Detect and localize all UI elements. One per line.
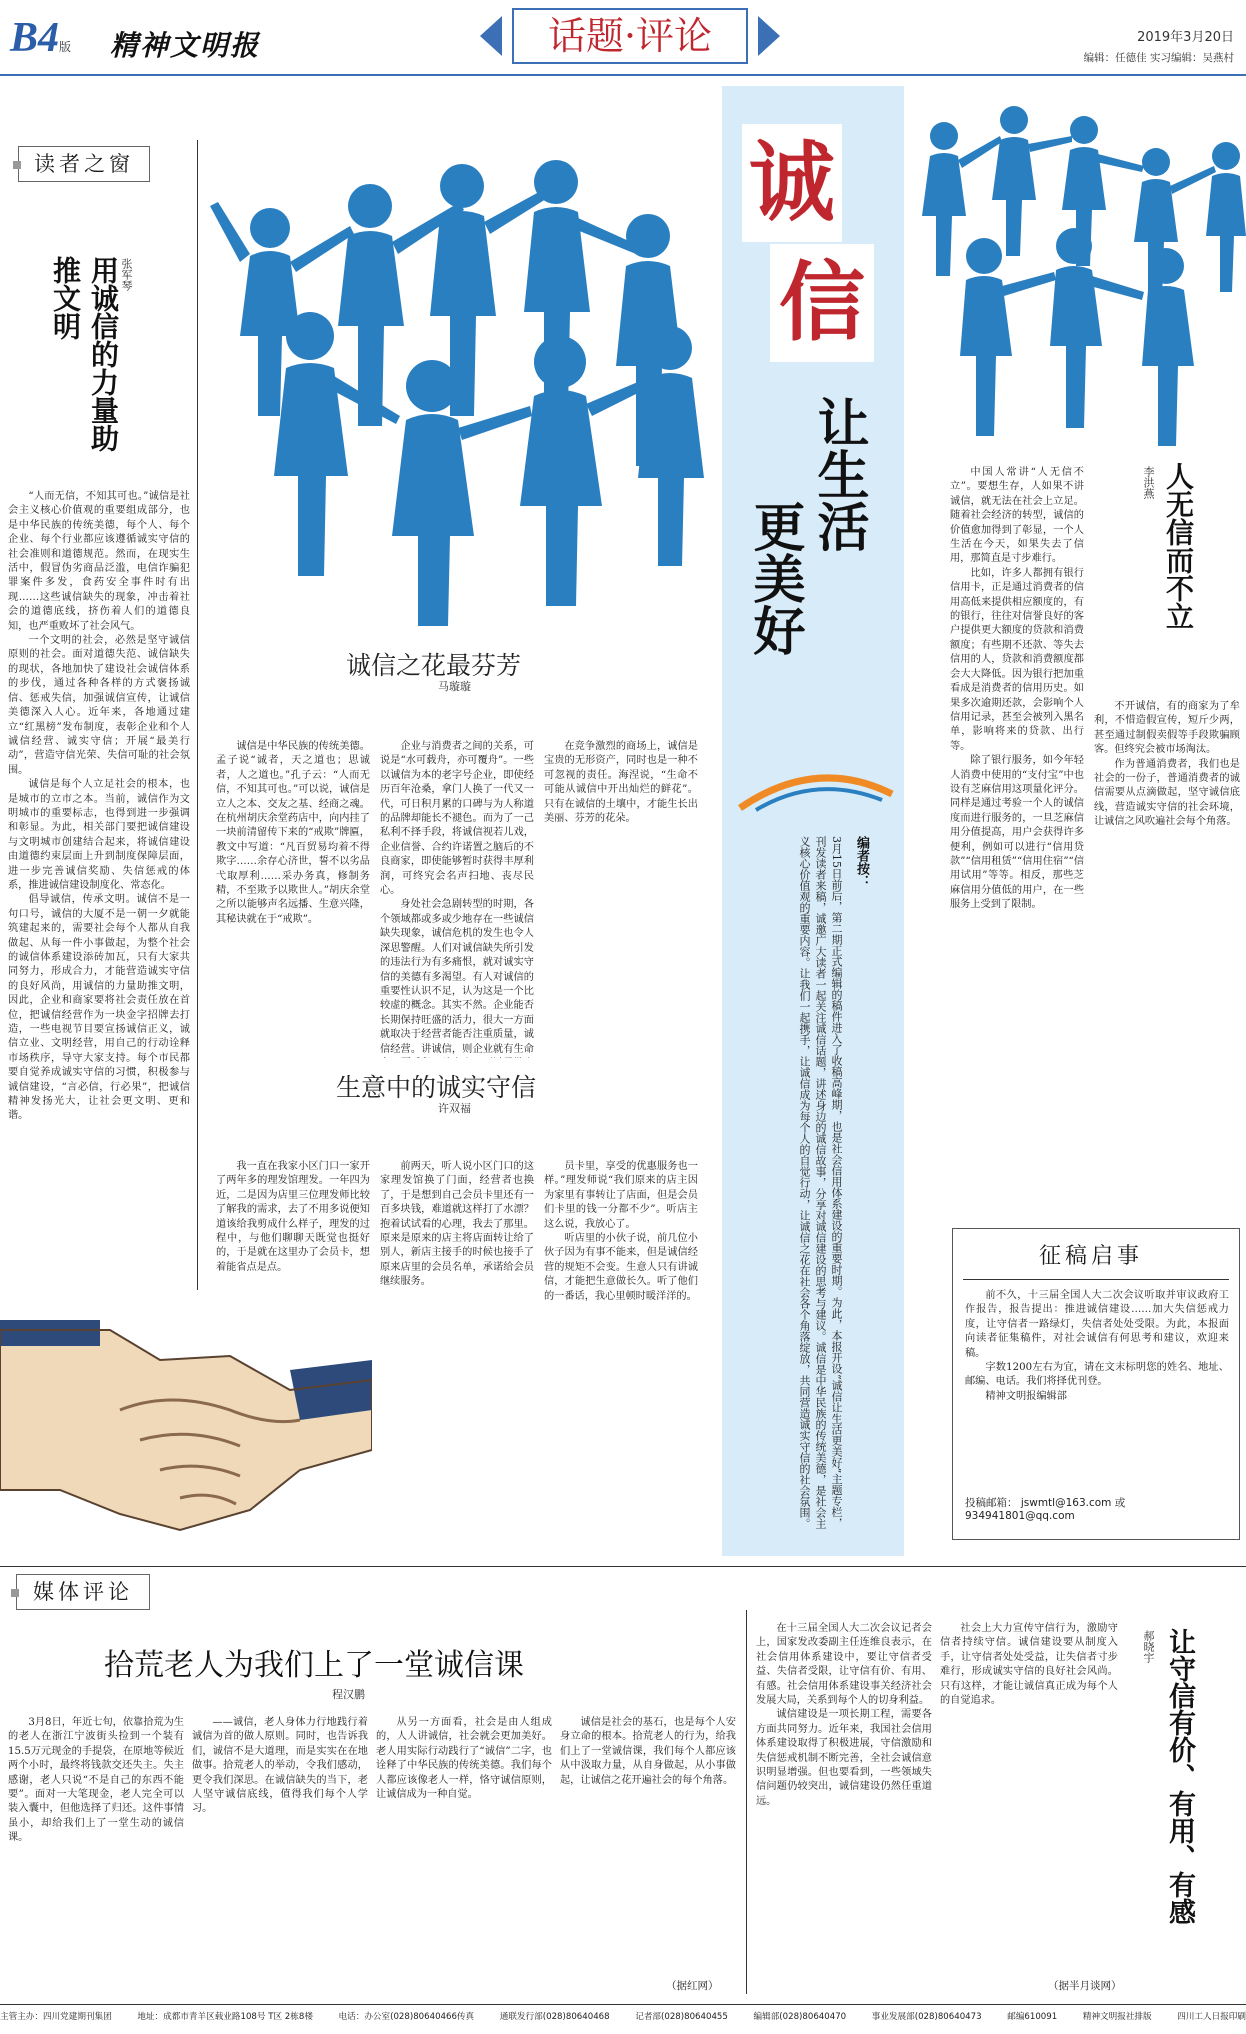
media-section-divider (0, 1566, 1246, 1567)
article-flower-author: 马璇璇 (438, 680, 471, 693)
article-business-body-col1: 我一直在我家小区门口一家开了两年多的理发馆理发。一年四为近，二是因为店里三位理发师比较了解我的需求，去了不用多说便知道该给我剪成什么样子，理发的过程中，与他们聊聊天既觉也挺好的，于是就在这里办了会员卡，想着能省点是点。 (216, 1161, 370, 1273)
article-business-author: 许双福 (438, 1102, 471, 1115)
header-divider (0, 74, 1246, 76)
page-header (0, 0, 1246, 76)
media-main-source: （据红网） (666, 1980, 719, 1992)
paper-name: 精神文明报 (110, 29, 261, 62)
feature-headline-sub-1: 让生活 (808, 396, 869, 552)
section-banner (480, 6, 780, 66)
footer-bar (0, 2010, 1246, 2030)
person-figure (960, 238, 1056, 436)
article-business-title: 生意中的诚实守信 (336, 1073, 537, 1102)
footer-item: 记者部(028)80640455 (635, 2012, 728, 2022)
left-article-body: “人而无信，不知其可也。”诚信是社会主义核心价值观的重要组成部分，也是中华民族的传统美德，每个人、每个企业、每个行业都应该遵循诚实守信的社会准则和道德规范。然而，在现实生活中，假冒伪劣商品泛滥，电信诈骗犯罪案件多发，食药安全事件时有出现……这些诚信缺失的现象，冲击着社会的道德底线，挤伤着人们的道德良知，也严重败坏了社会风气。 一个文明的社会，必然是坚守诚信原则的社会。面对道德失范、诚信缺失的现状，各地加快了建设社会诚信体系的步伐，通过各种各样的方式褒扬诚信、惩戒失信，加强诚信宣传，让诚信美德深入人心。近年来，各地通过建立“红黑榜”发布制度，表彰企业和个人诚信经营、诚实守信；开展“最美行动”，营造守信光荣、失信可耻的社会氛围。 诚信是每个人立足社会的根本，也是城市的立市之本。当前，诚信作为文明城市的重要标志，也得到进一步强调和彰显。为此，相关部门要把诚信建设与文明城市创建结合起来，将诚信建设由道德约束层面上升到制度保障层面，进一步完善诚信奖励、失信惩戒的体系，推进诚信建设制度化、常态化。 倡导诚信，传承文明。诚信不是一句口号，诚信的大厦不是一朝一夕就能筑建起来的，需要社会每个人都从自我做起、从每一件小事做起，为整个社会的诚信体系建设添砖加瓦，只有大家共同努力，形成合力，才能营造诚实守信的良好风尚，用诚信的力量助推文明，因此，企业和商家要将社会责任放在首位，把诚信经营作为一块金字招牌去打造，一些电视节目要宣扬诚信正义，诚信立业、文明经营，用自己的行动诠释市场秩序，导守大家支持。每个市民都要自觉养成诚实守信的习惯，积极参与诚信建设，“言必信，行必果”，把诚信精神发扬光大，让社会更文明、更和谐。 (8, 491, 190, 1122)
footer-item: 地址：成都市青羊区载业路108号 T区 2栋8楼 (137, 2012, 313, 2022)
feature-headline-char-2: 信 (770, 244, 874, 362)
media-column-divider (746, 1610, 747, 1994)
media-main-author: 程汉鹏 (332, 1688, 365, 1701)
editor-note-label: 编者按： (854, 836, 869, 888)
article-right-title: 人无信而不立 (1162, 462, 1195, 630)
feature-swoosh-decoration (736, 764, 896, 814)
footer-item: 主管主办：四川党建期刊集团 (0, 2012, 112, 2022)
article-right-body-col2: 不开诚信，有的商家为了牟利，不惜造假宣传，短斤少两，甚至通过制假卖假等手段欺骗顾客。但终究会被市场淘汰。 作为普通消费者，我们也是社会的一份子，普通消费者的诚信需要从点滴做起，坚守诚信底线，营造诚实守信的社会环境，让诚信之风吹遍社会每个角落。 (1094, 701, 1240, 828)
media-right-col2: 社会上大力宣传守信行为，激励守信者持续守信。诚信建设要从制度入手，让守信者处处受益，让失信者寸步难行，形成诚实守信的良好社会风尚。只有这样，才能让诚信真正成为每个人的自觉追求。 (940, 1623, 1118, 1707)
media-main-col4: 诚信是社会的基石，也是每个人安身立命的根本。拾荒老人的行为，给我们上了一堂诚信课，我们每个人都应该从中汲取力量，从自身做起，从小事做起，让诚信之花开遍社会的每个角落。 (560, 1717, 736, 1786)
article-right-body-col1: 中国人常讲“人无信不立”。要想生存，人如果不讲诚信，就无法在社会上立足。随着社会经济的转型，诚信的价值愈加得到了彰显，一个人生活在今天，如果失去了信用，那简直是寸步难行。 比如，许多人都拥有银行信用卡，正是通过消费者的信用高低来提供相应额度的，有的银行，往往对信誉良好的客户提供更大额度的贷款和消费额度；有些期不还款、等失去信用的人，贷款和消费额度都会大大降低。因为银行把加重看成是消费者的信用历史。如果多次逾期还款，会影响个人信用记录，甚至会被列入黑名单，影响将来的贷款、出行等。 除了银行服务，如今年轻人消费中使用的“支付宝”中也设有芝麻信用这项量化评分。同样是通过考验一个人的诚信度而进行服务的，一旦芝麻信用分值提高，用户会获得许多便利，例如可以进行“信用贷款”“信用租赁”“信用住宿”“信用试用”等等。相反，那些芝麻信用分值低的用户，在一些服务上受到了限制。 (950, 467, 1084, 911)
left-article-title: 用诚信的力量助推文明 (49, 256, 120, 452)
media-right-author: 郝晓宇 (1142, 1630, 1155, 1663)
call-for-papers-box (952, 1228, 1240, 1540)
issue-date: 2019年3月20日 (1137, 30, 1234, 45)
article-right-author: 李洪燕 (1142, 466, 1155, 499)
media-right-source: （据半月谈网） (1048, 1980, 1122, 1992)
footer-item: 四川工人日报印刷 (1177, 2012, 1246, 2022)
section-tag-readers: 读者之窗 (18, 146, 150, 182)
person-figure (992, 106, 1072, 256)
footer-item: 电话：办公室(028)80640466传真 (338, 2012, 475, 2022)
footer-item: 编辑部(028)80640470 (753, 2012, 847, 2022)
media-main-title: 拾荒老人为我们上了一堂诚信课 (104, 1648, 524, 1683)
call-for-papers-body: 前不久，十三届全国人大二次会议听取并审议政府工作报告，报告提出：推进诚信建设……加大失信惩戒力度，让守信者一路绿灯，失信者处处受限。为此，本报面向读者征集稿件，对社会诚信有何思考和建议，欢迎来稿。 字数1200左右为宜，请在文末标明您的姓名、地址、邮编、电话。我们将择优刊登。 精神文明报编辑部 (965, 1290, 1229, 1402)
feature-headline-char-1: 诚 (742, 124, 842, 242)
footer-item: 事业发展部(028)80640473 (871, 2012, 982, 2022)
footer-item: 通联发行部(028)80640468 (499, 2012, 610, 2022)
media-main-col2: ——诚信，老人身体力行地践行着诚信为首的做人原则。同时，也告诉我们，诚信不是大道理，而是实实在在地做事。拾荒老人的举动，令我们感动，更令我们深思。在诚信缺失的当下，老人坚守诚信底线，值得我们每个人学习。 (192, 1717, 368, 1815)
figures-illustration-left (200, 86, 720, 630)
arrow-right-icon (758, 16, 780, 56)
person-figure (520, 336, 656, 606)
media-right-title: 让守信有价、有用、有感 (1164, 1628, 1195, 1925)
feature-headline-sub-2: 更美好 (744, 500, 805, 656)
person-figure (1206, 142, 1246, 292)
footer-item: 邮编610091 (1007, 2012, 1058, 2022)
article-business-body-col3: 员卡里，享受的优惠服务也一样。”理发师说“我们原来的店主因为家里有事转让了店面，但是会员们卡里的钱一分都不少”。听店主这么说，我放心了。 听店里的小伙子说，前几位小伙子因为有事不能来，但是诚信经营的规矩不会变。生意人只有讲诚信，才能把生意做长久。听了他们的一番话，我心里顿时暖洋洋的。 (544, 1161, 698, 1302)
email-link-qq[interactable]: 934941801@qq.com (965, 1510, 1075, 1522)
media-main-col3: 从另一方面看，社会是由人组成的，人人讲诚信，社会就会更加美好。老人用实际行动践行了“诚信”二字，也诠释了中华民族的传统美德。我们每个人都应该像老人一样，恪守诚信原则，让诚信成为一种自觉。 (376, 1717, 552, 1801)
arrow-left-icon (480, 16, 502, 56)
email-link-163[interactable]: jswmtl@163.com (1020, 1497, 1112, 1509)
section-title: 话题·评论 (512, 8, 748, 64)
article-business-body-col2: 前两天，听人说小区门口的这家理发馆换了门面，经营者也换了，于是想到自己会员卡里还有一百多块钱，难道就这样打了水漂？抱着试试看的心理，我去了那里。原来是原来的店主将店面转让给了别人，新店主接手的时候也接手了原来店里的会员名单，承诺给会员继续服务。 (380, 1161, 534, 1288)
call-for-papers-email: 投稿邮箱： jswmtl@163.com 或 934941801@qq.com (965, 1497, 1126, 1522)
section-tag-media: 媒体评论 (16, 1574, 150, 1610)
person-figure (1050, 228, 1144, 428)
figures-illustration-right (904, 96, 1246, 456)
footer-divider (0, 2004, 1246, 2005)
left-column-divider (197, 140, 198, 1290)
article-flower-body-col3: 在竞争激烈的商场上，诚信是宝贵的无形资产，同时也是一种不可忽视的责任。海涅说，“生命不可能从诚信中开出灿烂的鲜花”。只有在诚信的土壤中，才能生长出美丽、芬芳的花朵。 (544, 741, 698, 825)
article-flower-body-col2: 企业与消费者之间的关系，可说是“水可载舟，亦可覆舟”。一些以诚信为本的老字号企业，即使经历百年沧桑，拿门人换了一代又一代，可日积月累的口碑与为人称道的品牌却能长不褪色。而为了一己私利不择手段，将诚信视若儿戏，企业信誉、合约许诺置之脑后的不良商家，即使能够暂时获得丰厚利润，可终究会名声扫地、丧尽民心。 身处社会急剧转型的时期，各个领域都或多或少地存在一些诚信缺失现象，诚信危机的发生也令人深思警醒。人们对诚信缺失所引发的违法行为有多痛恨，就对诚实守信的美德有多渴望。有人对诚信的重要性认识不足，认为这是一个比较虚的概念。其实不然。企业能否长期保持旺盛的活力，很大一方面就取决于经营者能否注重质量，诚信经营。讲诚信，则企业就有生命 (380, 741, 534, 1055)
editors-line: 编辑：任德佳 实习编辑：吴燕村 (1083, 52, 1234, 64)
page-number: B4版 (10, 15, 72, 61)
media-main-col1: 3月8日，年近七旬，依靠拾荒为生的老人在浙江宁波街头捡到一个装有15.5万元现金的手提袋，在原地等候近两个小时，最终将钱款交还失主。失主感谢，老人只说“不是自己的东西不能要”。面对一大笔现金，老人完全可以装入囊中，但他选择了归还。这件事情虽小，却给我们上了一堂生动的诚信课。 (8, 1717, 184, 1844)
editor-note: 3月15日前后，第二期正式编辑的稿件进入了收稿高峰期，也是社会信用体系建设的重要时期。为此，本报开设“诚信让生活更美好”主题专栏，刊发读者来稿，诚邀广大读者一起关注诚信话题，讲述身边的诚信故事，分享对诚信建设的思考与建议。诚信是中华民族的传统美德，是社会主义核心价值观的重要内容。让我们一起携手，让诚信成为每个人的自觉行动，让诚信之花在社会各个角落绽放，共同营造诚实守信的社会氛围。 (798, 836, 843, 1529)
article-flower-body-col1: 诚信是中华民族的传统美德。孟子说“诚者，天之道也；思诚者，人之道也。”孔子云：“人而无信，不知其可也。”可以说，诚信是立人之本、交友之基、经商之魂。在杭州胡庆余堂药店中，向内挂了一块前清留传下来的“戒欺”牌匾，教文中写道：“凡百贸易均着不得欺字……余存心济世，誓不以劣品弋取厚利……采办务真，修制务精，不至欺予以欺世人。”胡庆余堂之所以能够声名远播、生意兴隆，其秘诀就在于“戒欺”。 (216, 741, 370, 925)
handshake-illustration (0, 1300, 372, 1538)
article-flower-title: 诚信之花最芬芳 (346, 651, 522, 680)
call-for-papers-title: 征稿启事 (1039, 1244, 1144, 1269)
media-right-col1: 在十三届全国人大二次会议记者会上，国家发改委副主任连维良表示，在社会信用体系建设中，要让守信者受益、失信者受限，让守信有价、有用、有感。社会信用体系建设事关经济社会发展大局，关系到每个人的切身利益。 诚信建设是一项长期工程，需要各方面共同努力。近年来，我国社会信用体系建设取得了积极进展，守信激励和失信惩戒机制不断完善，全社会诚信意识明显增强。但也要看到，一些领域失信问题仍较突出，诚信建设仍然任重道远。 (756, 1623, 932, 1807)
footer-item: 精神文明报社排版 (1082, 2012, 1152, 2022)
left-article-author: 张军琴 (120, 258, 133, 291)
